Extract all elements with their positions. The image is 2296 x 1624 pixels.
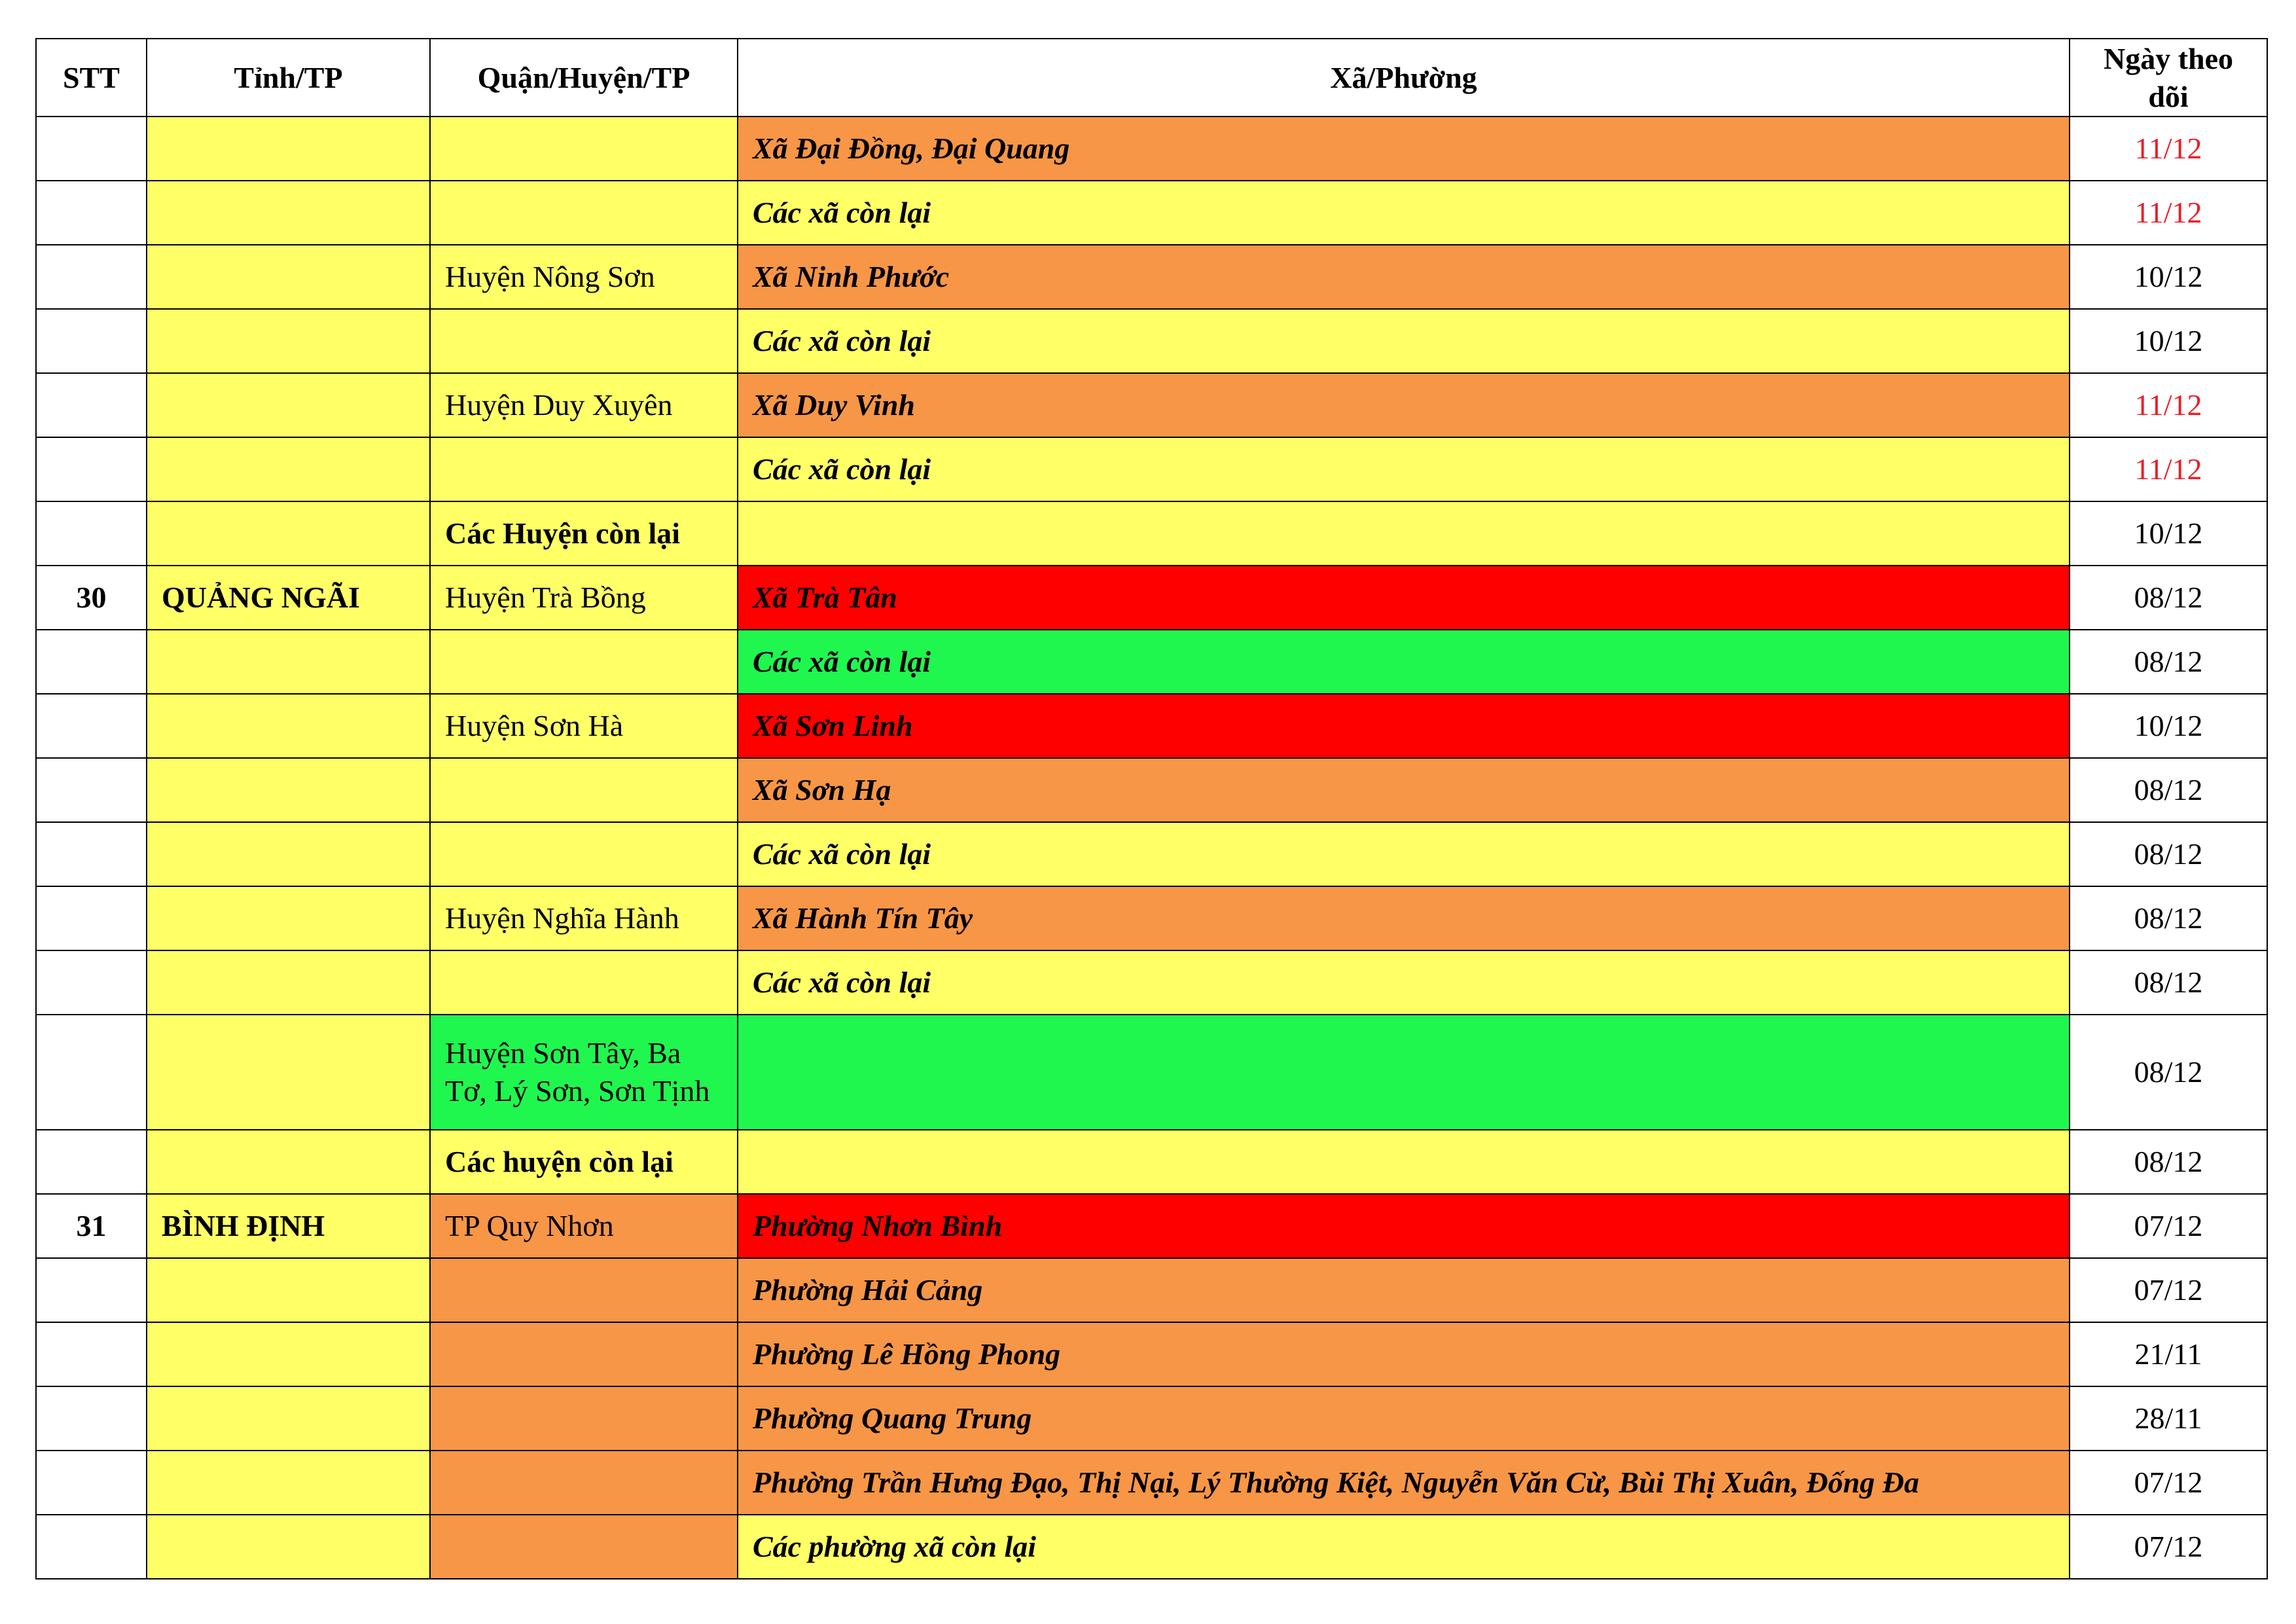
cell-stt (36, 694, 147, 758)
cell-ward: Xã Sơn Linh (738, 694, 2070, 758)
cell-district (430, 1386, 738, 1451)
table-row (36, 950, 2267, 1015)
cell-district (430, 1515, 738, 1579)
cell-date: 08/12 (2070, 822, 2267, 886)
cell-date: 10/12 (2070, 694, 2267, 758)
table-row (36, 117, 2267, 181)
cell-province: BÌNH ĐỊNH (147, 1194, 430, 1258)
cell-stt: 30 (36, 566, 147, 630)
cell-district: Huyện Trà Bồng (430, 566, 738, 630)
cell-date: 10/12 (2070, 501, 2267, 566)
cell-date: 08/12 (2070, 566, 2267, 630)
table-row (36, 373, 2267, 437)
cell-district (430, 758, 738, 822)
table-row (36, 694, 2267, 758)
cell-district (430, 1322, 738, 1386)
cell-district (430, 950, 738, 1015)
table-row (36, 758, 2267, 822)
cell-stt (36, 1515, 147, 1579)
cell-date: 08/12 (2070, 1130, 2267, 1194)
header-district: Quận/Huyện/TP (430, 39, 738, 117)
cell-stt (36, 1322, 147, 1386)
table-row (36, 501, 2267, 566)
cell-district (430, 181, 738, 245)
cell-district: Huyện Nghĩa Hành (430, 886, 738, 950)
cell-province (147, 309, 430, 373)
cell-stt (36, 822, 147, 886)
cell-district (430, 437, 738, 501)
cell-date: 08/12 (2070, 1015, 2267, 1130)
table-body (36, 117, 2267, 1579)
table-row (36, 630, 2267, 694)
table-row (36, 1322, 2267, 1386)
cell-district (430, 117, 738, 181)
cell-stt: 31 (36, 1194, 147, 1258)
header-province: Tỉnh/TP (147, 39, 430, 117)
cell-province (147, 822, 430, 886)
cell-province (147, 501, 430, 566)
cell-stt (36, 245, 147, 309)
cell-ward: Xã Trà Tân (738, 566, 2070, 630)
cell-stt (36, 181, 147, 245)
cell-province (147, 181, 430, 245)
cell-ward: Xã Ninh Phước (738, 245, 2070, 309)
cell-stt (36, 501, 147, 566)
header-date: Ngày theo dõi (2070, 39, 2267, 117)
cell-district: Huyện Duy Xuyên (430, 373, 738, 437)
cell-ward (738, 501, 2070, 566)
cell-date: 07/12 (2070, 1258, 2267, 1322)
cell-province (147, 886, 430, 950)
cell-stt (36, 950, 147, 1015)
cell-stt (36, 886, 147, 950)
cell-ward: Phường Lê Hồng Phong (738, 1322, 2070, 1386)
cell-date: 11/12 (2070, 373, 2267, 437)
cell-province (147, 1130, 430, 1194)
table-row (36, 1194, 2267, 1258)
cell-date: 08/12 (2070, 630, 2267, 694)
cell-province (147, 1015, 430, 1130)
cell-date: 11/12 (2070, 437, 2267, 501)
cell-province: QUẢNG NGÃI (147, 566, 430, 630)
cell-province (147, 1451, 430, 1515)
table-header (36, 39, 2267, 117)
cell-ward: Các phường xã còn lại (738, 1515, 2070, 1579)
cell-stt (36, 309, 147, 373)
cell-ward: Các xã còn lại (738, 822, 2070, 886)
table-row (36, 309, 2267, 373)
cell-ward: Các xã còn lại (738, 309, 2070, 373)
table-row (36, 1515, 2267, 1579)
cell-stt (36, 1130, 147, 1194)
table-row (36, 566, 2267, 630)
table-row (36, 1258, 2267, 1322)
cell-date: 07/12 (2070, 1451, 2267, 1515)
cell-province (147, 694, 430, 758)
cell-ward: Các xã còn lại (738, 630, 2070, 694)
cell-ward: Xã Đại Đồng, Đại Quang (738, 117, 2070, 181)
cell-province (147, 1515, 430, 1579)
monitoring-table (35, 38, 2268, 1579)
cell-date: 08/12 (2070, 886, 2267, 950)
cell-date: 28/11 (2070, 1386, 2267, 1451)
cell-stt (36, 1258, 147, 1322)
cell-date: 11/12 (2070, 117, 2267, 181)
cell-ward: Các xã còn lại (738, 437, 2070, 501)
cell-date: 08/12 (2070, 950, 2267, 1015)
header-row (36, 39, 2267, 117)
cell-ward (738, 1015, 2070, 1130)
cell-ward: Phường Trần Hưng Đạo, Thị Nại, Lý Thường Kiệt, Nguyễn Văn Cừ, Bùi Thị Xuân, Đống Đa (738, 1451, 2070, 1515)
cell-stt (36, 758, 147, 822)
cell-date: 11/12 (2070, 181, 2267, 245)
cell-district: Huyện Sơn Tây, Ba Tơ, Lý Sơn, Sơn Tịnh (430, 1015, 738, 1130)
cell-stt (36, 373, 147, 437)
table-row (36, 245, 2267, 309)
cell-date: 21/11 (2070, 1322, 2267, 1386)
cell-district: Huyện Sơn Hà (430, 694, 738, 758)
cell-stt (36, 117, 147, 181)
cell-district (430, 1451, 738, 1515)
table-row (36, 1015, 2267, 1130)
cell-date: 08/12 (2070, 758, 2267, 822)
table-row (36, 886, 2267, 950)
cell-stt (36, 630, 147, 694)
cell-district (430, 822, 738, 886)
cell-district (430, 1258, 738, 1322)
table-row (36, 822, 2267, 886)
cell-district: Huyện Nông Sơn (430, 245, 738, 309)
header-ward: Xã/Phường (738, 39, 2070, 117)
cell-ward (738, 1130, 2070, 1194)
table-row (36, 1130, 2267, 1194)
table-row (36, 437, 2267, 501)
table-row (36, 1386, 2267, 1451)
header-stt: STT (36, 39, 147, 117)
cell-ward: Phường Hải Cảng (738, 1258, 2070, 1322)
cell-district: Các Huyện còn lại (430, 501, 738, 566)
cell-stt (36, 1015, 147, 1130)
cell-province (147, 950, 430, 1015)
cell-stt (36, 1386, 147, 1451)
cell-province (147, 1386, 430, 1451)
cell-province (147, 1258, 430, 1322)
cell-province (147, 437, 430, 501)
cell-stt (36, 1451, 147, 1515)
cell-date: 07/12 (2070, 1194, 2267, 1258)
cell-province (147, 373, 430, 437)
cell-district: Các huyện còn lại (430, 1130, 738, 1194)
cell-district (430, 309, 738, 373)
cell-ward: Phường Nhơn Bình (738, 1194, 2070, 1258)
cell-stt (36, 437, 147, 501)
cell-district: TP Quy Nhơn (430, 1194, 738, 1258)
cell-ward: Xã Duy Vinh (738, 373, 2070, 437)
cell-date: 10/12 (2070, 245, 2267, 309)
cell-ward: Các xã còn lại (738, 181, 2070, 245)
cell-province (147, 117, 430, 181)
cell-province (147, 1322, 430, 1386)
cell-ward: Các xã còn lại (738, 950, 2070, 1015)
cell-province (147, 758, 430, 822)
cell-ward: Phường Quang Trung (738, 1386, 2070, 1451)
table-row (36, 1451, 2267, 1515)
cell-date: 10/12 (2070, 309, 2267, 373)
cell-date: 07/12 (2070, 1515, 2267, 1579)
cell-province (147, 630, 430, 694)
cell-district (430, 630, 738, 694)
table-row (36, 181, 2267, 245)
cell-ward: Xã Hành Tín Tây (738, 886, 2070, 950)
cell-province (147, 245, 430, 309)
cell-ward: Xã Sơn Hạ (738, 758, 2070, 822)
